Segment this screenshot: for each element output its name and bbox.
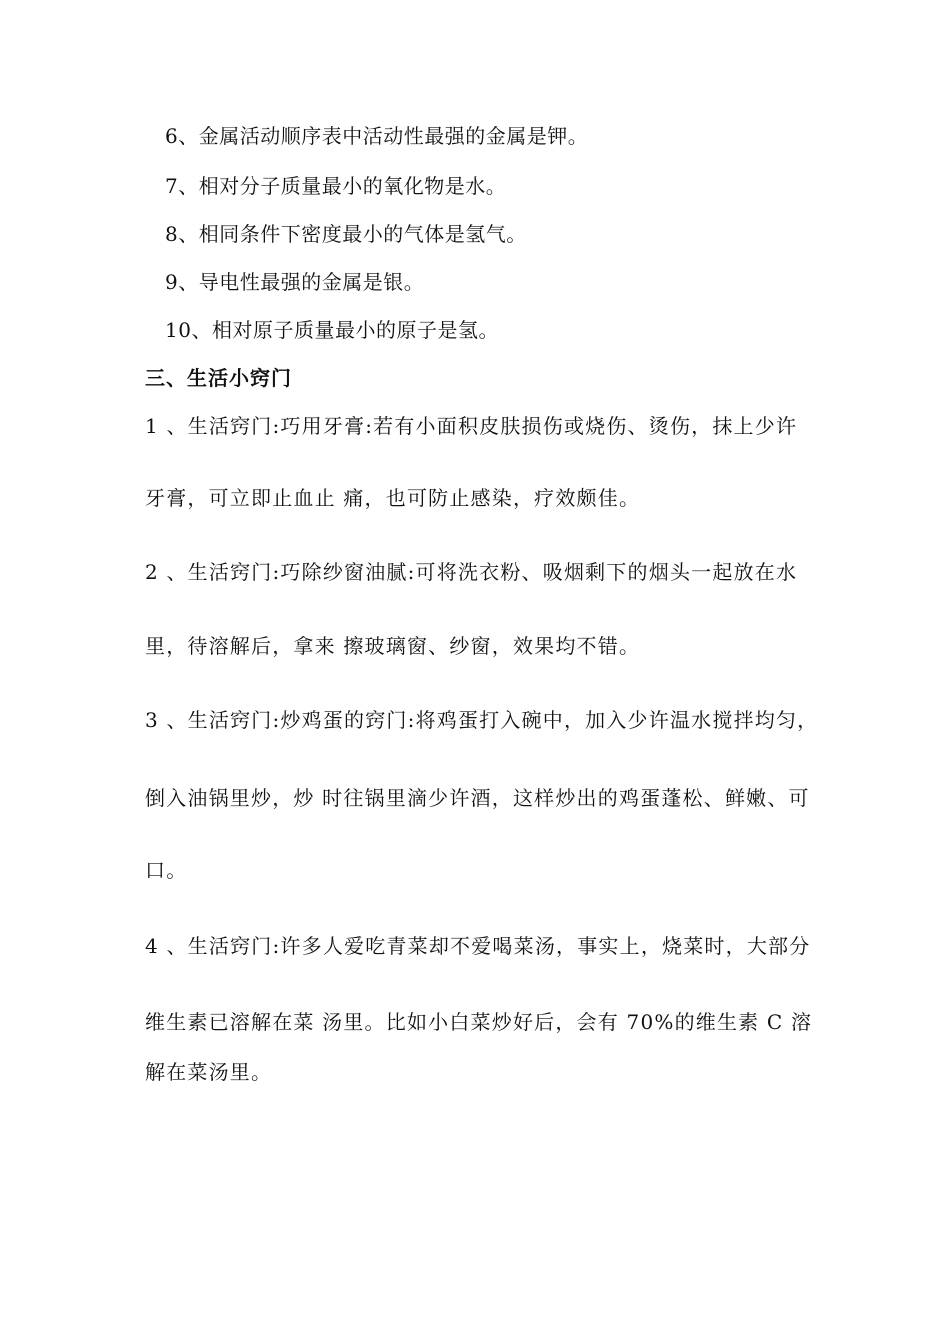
- tip-3-line-3: 口。: [145, 858, 188, 882]
- list-item-10: 10、相对原子质量最小的原子是氢。: [165, 318, 499, 342]
- tip-3-line-2: 倒入油锅里炒，炒 时往锅里滴少许酒，这样炒出的鸡蛋蓬松、鲜嫩、可: [145, 786, 810, 810]
- tip-4-line-3: 解在菜汤里。: [145, 1060, 273, 1084]
- tip-1-line-1: 1 、生活窍门:巧用牙膏:若有小面积皮肤损伤或烧伤、烫伤，抹上少许: [145, 414, 798, 438]
- list-item-9: 9、导电性最强的金属是银。: [165, 270, 425, 294]
- section-heading: 三、生活小窍门: [145, 366, 292, 390]
- tip-2-line-1: 2 、生活窍门:巧除纱窗油腻:可将洗衣粉、吸烟剩下的烟头一起放在水: [145, 560, 798, 584]
- tip-1-line-2: 牙膏，可立即止血止 痛，也可防止感染，疗效颇佳。: [145, 486, 641, 510]
- list-item-7: 7、相对分子质量最小的氧化物是水。: [165, 174, 507, 198]
- tip-3-line-1: 3 、生活窍门:炒鸡蛋的窍门:将鸡蛋打入碗中，加入少许温水搅拌均匀，: [145, 708, 819, 732]
- tip-4-line-2: 维生素已溶解在菜 汤里。比如小白菜炒好后，会有 70%的维生素 C 溶: [145, 1010, 813, 1034]
- tip-2-line-2: 里，待溶解后，拿来 擦玻璃窗、纱窗，效果均不错。: [145, 634, 641, 658]
- tip-4-line-1: 4 、生活窍门:许多人爱吃青菜却不爱喝菜汤，事实上，烧菜时，大部分: [145, 934, 811, 958]
- list-item-6: 6、金属活动顺序表中活动性最强的金属是钾。: [165, 124, 589, 148]
- list-item-8: 8、相同条件下密度最小的气体是氢气。: [165, 222, 527, 246]
